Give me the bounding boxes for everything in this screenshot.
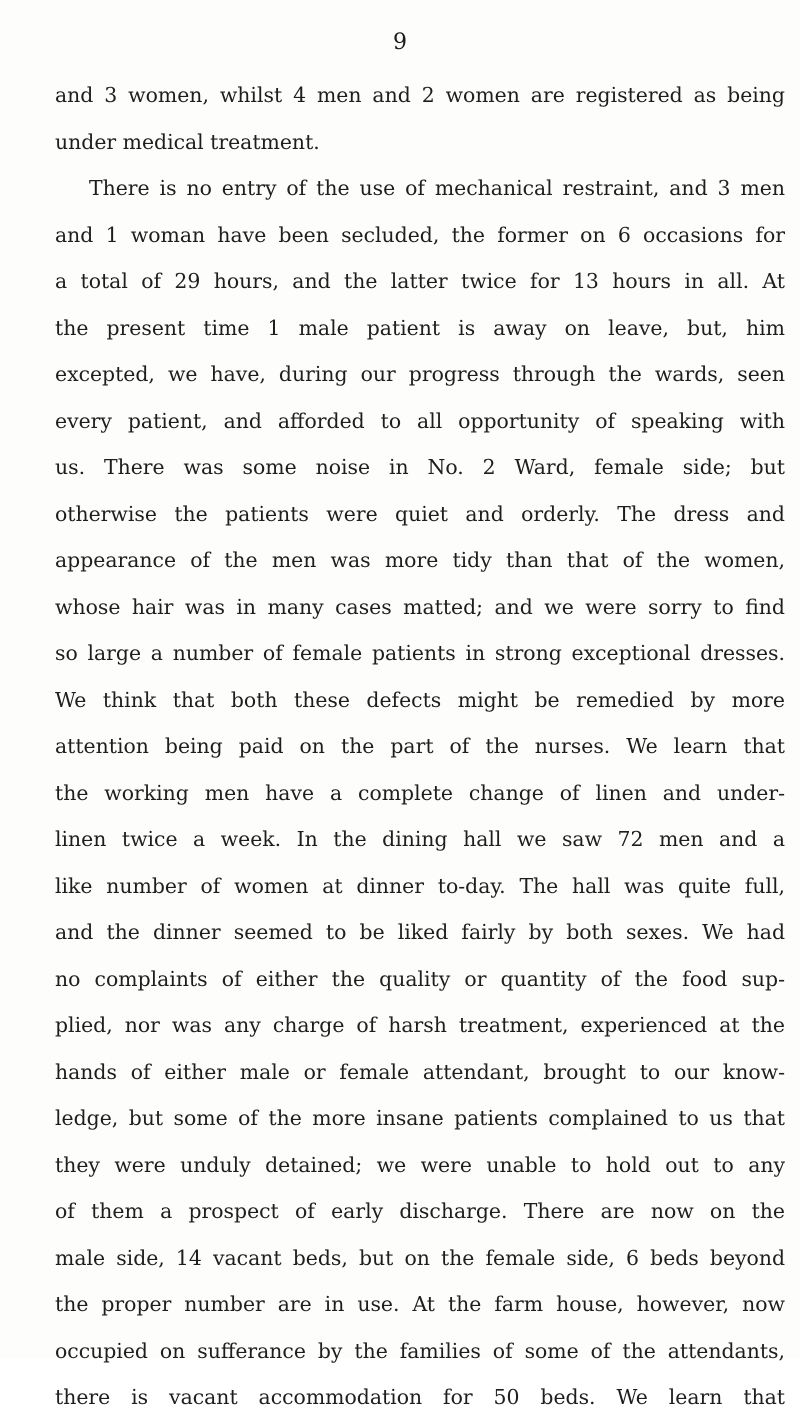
text-line: like number of women at dinner to-day. The hall was quite full, — [55, 873, 785, 898]
text-line: hands of either male or female attendant, brought to our know- — [55, 1059, 785, 1084]
text-line: there is vacant accommodation for 50 beds. We learn that — [55, 1385, 785, 1409]
text-line: whose hair was in many cases matted; and we were sorry to find — [55, 594, 785, 619]
text-line: plied, nor was any charge of harsh treatment, experienced at the — [55, 1013, 785, 1037]
text-line: We think that both these defects might be remedied by more — [55, 687, 785, 712]
page-number: 9 — [393, 30, 407, 55]
text-line: occupied on sufferance by the families of some of the attendants, — [55, 1338, 785, 1363]
text-line: ledge, but some of the more insane patients complained to us that — [55, 1106, 785, 1130]
text-line: otherwise the patients were quiet and orderly. The dress and — [55, 501, 785, 526]
text-line: no complaints of either the quality or quantity of the food sup- — [55, 966, 785, 991]
text-line: There is no entry of the use of mechanical restraint, and 3 men — [89, 176, 785, 200]
text-line: under medical treatment. — [55, 129, 320, 154]
text-line: and 3 women, whilst 4 men and 2 women are registered as being — [55, 83, 785, 107]
text-line: the present time 1 male patient is away on leave, but, him — [55, 315, 785, 340]
text-line: the proper number are in use. At the farm house, however, now — [55, 1292, 785, 1316]
text-line: a total of 29 hours, and the latter twice for 13 hours in all. At — [55, 269, 785, 293]
text-line: linen twice a week. In the dining hall we saw 72 men and a — [55, 827, 785, 851]
body-text — [55, 72, 785, 1421]
text-line: every patient, and afforded to all opportunity of speaking with — [55, 408, 785, 433]
text-line: appearance of the men was more tidy than that of the women, — [55, 548, 785, 572]
text-line: the working men have a complete change of linen and under- — [55, 780, 785, 805]
text-line: and 1 woman have been secluded, the former on 6 occasions for — [55, 222, 785, 247]
text-line: excepted, we have, during our progress through the wards, seen — [55, 362, 785, 386]
text-line: of them a prospect of early discharge. There are now on the — [55, 1199, 785, 1223]
text-line: they were unduly detained; we were unable to hold out to any — [55, 1152, 785, 1177]
text-line: so large a number of female patients in strong exceptional dresses. — [55, 641, 785, 665]
text-line: us. There was some noise in No. 2 Ward, female side; but — [55, 455, 785, 479]
text-line: attention being paid on the part of the nurses. We learn that — [55, 734, 785, 758]
text-line: male side, 14 vacant beds, but on the female side, 6 beds beyond — [55, 1245, 785, 1270]
text-line: and the dinner seemed to be liked fairly by both sexes. We had — [55, 920, 785, 944]
